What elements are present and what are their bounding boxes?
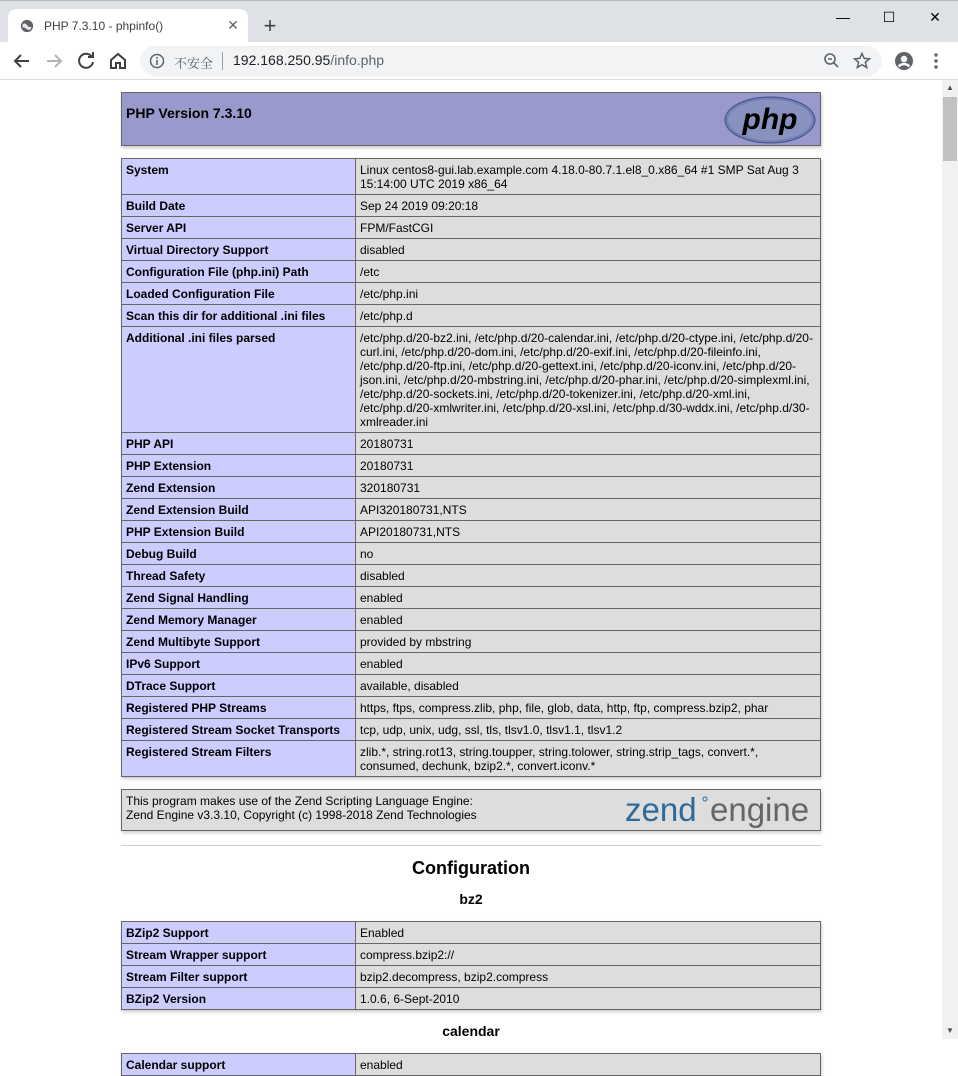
php-version-title: PHP Version 7.3.10 xyxy=(126,105,252,121)
table-row xyxy=(122,922,821,944)
table-row xyxy=(122,609,821,631)
info-icon[interactable] xyxy=(149,53,165,69)
setting-name: Additional .ini files parsed xyxy=(122,327,356,433)
setting-value: https, ftps, compress.zlib, php, file, glob, data, http, ftp, compress.bzip2, phar xyxy=(356,697,821,719)
browser-tab[interactable] xyxy=(8,9,248,43)
setting-name: Build Date xyxy=(122,195,356,217)
vertical-scrollbar[interactable] xyxy=(942,80,958,1039)
setting-value: Linux centos8-gui.lab.example.com 4.18.0-80.7.1.el8_0.x86_64 #1 SMP Sat Aug 3 15:14:00 UTC 2019 x86_64 xyxy=(356,159,821,195)
setting-name: Zend Extension Build xyxy=(122,499,356,521)
home-icon[interactable] xyxy=(105,48,131,74)
setting-name: Zend Memory Manager xyxy=(122,609,356,631)
setting-value: /etc/php.ini xyxy=(356,283,821,305)
setting-value: no xyxy=(356,543,821,565)
table-row xyxy=(122,217,821,239)
url-host: 192.168.250.95 xyxy=(233,52,331,68)
setting-value: tcp, udp, unix, udg, ssl, tls, tlsv1.0, tlsv1.1, tlsv1.2 xyxy=(356,719,821,741)
calendar-heading: calendar xyxy=(442,1023,500,1039)
phpinfo-container xyxy=(121,92,821,1076)
table-row xyxy=(122,587,821,609)
setting-value: zlib.*, string.rot13, string.toupper, string.tolower, string.strip_tags, convert.*, consumed, dechunk, bzip2.*, convert.iconv.* xyxy=(356,741,821,777)
setting-value: /etc/php.d/20-bz2.ini, /etc/php.d/20-calendar.ini, /etc/php.d/20-ctype.ini, /etc/php.d/20-curl.ini, /etc/php.d/20-dom.ini, /etc/php.d/20-exif.ini, /etc/php.d/20-fileinfo.ini, /etc/php.d/20-ftp.ini, /etc/php.d/20-gettext.ini, /etc/php.d/20-iconv.ini, /etc/php.d/20-json.ini, /etc/php.d/20-mbstring.ini, /etc/php.d/20-phar.ini, /etc/php.d/20-simplexml.ini, /etc/php.d/20-sockets.ini, /etc/php.d/20-tokenizer.ini, /etc/php.d/20-xml.ini, /etc/php.d/20-xmlwriter.ini, /etc/php.d/20-xsl.ini, /etc/php.d/30-wddx.ini, /etc/php.d/30-xmlreader.ini xyxy=(356,327,821,433)
setting-name: PHP API xyxy=(122,433,356,455)
php-logo-icon xyxy=(724,96,816,144)
tab-strip xyxy=(0,0,958,42)
setting-value: Sep 24 2019 09:20:18 xyxy=(356,195,821,217)
setting-name: Scan this dir for additional .ini files xyxy=(122,305,356,327)
setting-name: Server API xyxy=(122,217,356,239)
bookmark-star-icon[interactable] xyxy=(852,51,872,71)
setting-name: Stream Filter support xyxy=(122,966,356,988)
setting-value: API20180731,NTS xyxy=(356,521,821,543)
close-window-button[interactable]: ✕ xyxy=(929,9,941,25)
setting-value: enabled xyxy=(356,609,821,631)
setting-name: IPv6 Support xyxy=(122,653,356,675)
table-row xyxy=(122,1054,821,1076)
setting-name: Zend Signal Handling xyxy=(122,587,356,609)
table-row xyxy=(122,159,821,195)
table-row xyxy=(122,565,821,587)
scroll-down-arrow-icon[interactable]: ▼ xyxy=(946,1026,954,1035)
tab-close-icon[interactable]: ✕ xyxy=(227,17,239,33)
back-arrow-icon[interactable] xyxy=(9,48,35,74)
zend-logo-text-zend: zend xyxy=(625,791,697,828)
bz2-table xyxy=(121,921,821,1010)
table-row xyxy=(122,477,821,499)
setting-value: 20180731 xyxy=(356,455,821,477)
table-row xyxy=(122,305,821,327)
table-row xyxy=(122,966,821,988)
setting-value: disabled xyxy=(356,565,821,587)
zend-logo-text-engine: engine xyxy=(710,791,810,828)
setting-value: provided by mbstring xyxy=(356,631,821,653)
setting-name: Registered Stream Filters xyxy=(122,741,356,777)
table-row xyxy=(122,543,821,565)
zend-engine-banner xyxy=(121,789,821,831)
setting-name: System xyxy=(122,159,356,195)
setting-value: /etc xyxy=(356,261,821,283)
php-version-header xyxy=(121,92,821,146)
bz2-heading: bz2 xyxy=(459,891,483,907)
setting-name: Virtual Directory Support xyxy=(122,239,356,261)
table-row xyxy=(122,631,821,653)
table-row xyxy=(122,195,821,217)
setting-value: available, disabled xyxy=(356,675,821,697)
setting-name: Registered PHP Streams xyxy=(122,697,356,719)
reload-icon[interactable] xyxy=(73,48,99,74)
setting-name: Stream Wrapper support xyxy=(122,944,356,966)
setting-value: API320180731,NTS xyxy=(356,499,821,521)
configuration-heading: Configuration xyxy=(412,858,530,878)
table-row xyxy=(122,675,821,697)
table-row xyxy=(122,239,821,261)
table-row xyxy=(122,327,821,433)
setting-value: 320180731 xyxy=(356,477,821,499)
table-row xyxy=(122,988,821,1010)
setting-name: Zend Multibyte Support xyxy=(122,631,356,653)
setting-value: /etc/php.d xyxy=(356,305,821,327)
setting-value: enabled xyxy=(356,587,821,609)
zoom-icon[interactable] xyxy=(822,51,842,71)
table-row xyxy=(122,653,821,675)
zend-notice-line-1: This program makes use of the Zend Scripting Language Engine: xyxy=(126,794,473,808)
table-row xyxy=(122,455,821,477)
scroll-up-arrow-icon[interactable]: ▲ xyxy=(946,83,954,92)
setting-name: Registered Stream Socket Transports xyxy=(122,719,356,741)
table-row xyxy=(122,499,821,521)
setting-value: compress.bzip2:// xyxy=(356,944,821,966)
new-tab-button[interactable]: + xyxy=(263,13,277,38)
zend-notice-line-2: Zend Engine v3.3.10, Copyright (c) 1998-2018 Zend Technologies xyxy=(126,808,477,822)
profile-avatar-icon[interactable] xyxy=(894,51,914,71)
forward-arrow-icon[interactable] xyxy=(41,48,67,74)
setting-name: Zend Extension xyxy=(122,477,356,499)
address-bar[interactable] xyxy=(140,46,882,76)
setting-name: Thread Safety xyxy=(122,565,356,587)
zend-notice xyxy=(126,794,477,822)
setting-value: FPM/FastCGI xyxy=(356,217,821,239)
table-row xyxy=(122,697,821,719)
setting-value: bzip2.decompress, bzip2.compress xyxy=(356,966,821,988)
table-row xyxy=(122,283,821,305)
url-text[interactable] xyxy=(233,52,384,68)
omnibox-divider xyxy=(222,52,223,70)
globe-icon xyxy=(20,19,34,33)
setting-name: PHP Extension Build xyxy=(122,521,356,543)
table-row xyxy=(122,944,821,966)
php-logo-text: php xyxy=(742,103,798,136)
setting-value: Enabled xyxy=(356,922,821,944)
url-path: /info.php xyxy=(330,52,385,68)
setting-value: enabled xyxy=(356,653,821,675)
setting-name: DTrace Support xyxy=(122,675,356,697)
setting-name: BZip2 Version xyxy=(122,988,356,1010)
minimize-button[interactable]: — xyxy=(836,9,850,25)
zend-engine-logo-icon xyxy=(623,792,817,828)
maximize-button[interactable]: ☐ xyxy=(882,9,896,25)
system-info-table xyxy=(121,158,821,777)
setting-name: Loaded Configuration File xyxy=(122,283,356,305)
setting-name: PHP Extension xyxy=(122,455,356,477)
tab-title: PHP 7.3.10 - phpinfo() xyxy=(44,19,164,33)
setting-value: 20180731 xyxy=(356,433,821,455)
table-row xyxy=(122,433,821,455)
more-menu-icon[interactable] xyxy=(926,51,946,71)
setting-name: Configuration File (php.ini) Path xyxy=(122,261,356,283)
table-row xyxy=(122,719,821,741)
calendar-table xyxy=(121,1053,821,1076)
setting-name: Debug Build xyxy=(122,543,356,565)
page-viewport xyxy=(0,80,942,1072)
table-row xyxy=(122,741,821,777)
setting-name: Calendar support xyxy=(122,1054,356,1076)
setting-value: disabled xyxy=(356,239,821,261)
setting-name: BZip2 Support xyxy=(122,922,356,944)
security-label[interactable]: 不安全 xyxy=(174,56,214,71)
setting-value: enabled xyxy=(356,1054,821,1076)
scrollbar-thumb[interactable] xyxy=(943,97,957,161)
table-row xyxy=(122,261,821,283)
table-row xyxy=(122,521,821,543)
setting-value: 1.0.6, 6-Sept-2010 xyxy=(356,988,821,1010)
browser-toolbar xyxy=(0,42,958,80)
